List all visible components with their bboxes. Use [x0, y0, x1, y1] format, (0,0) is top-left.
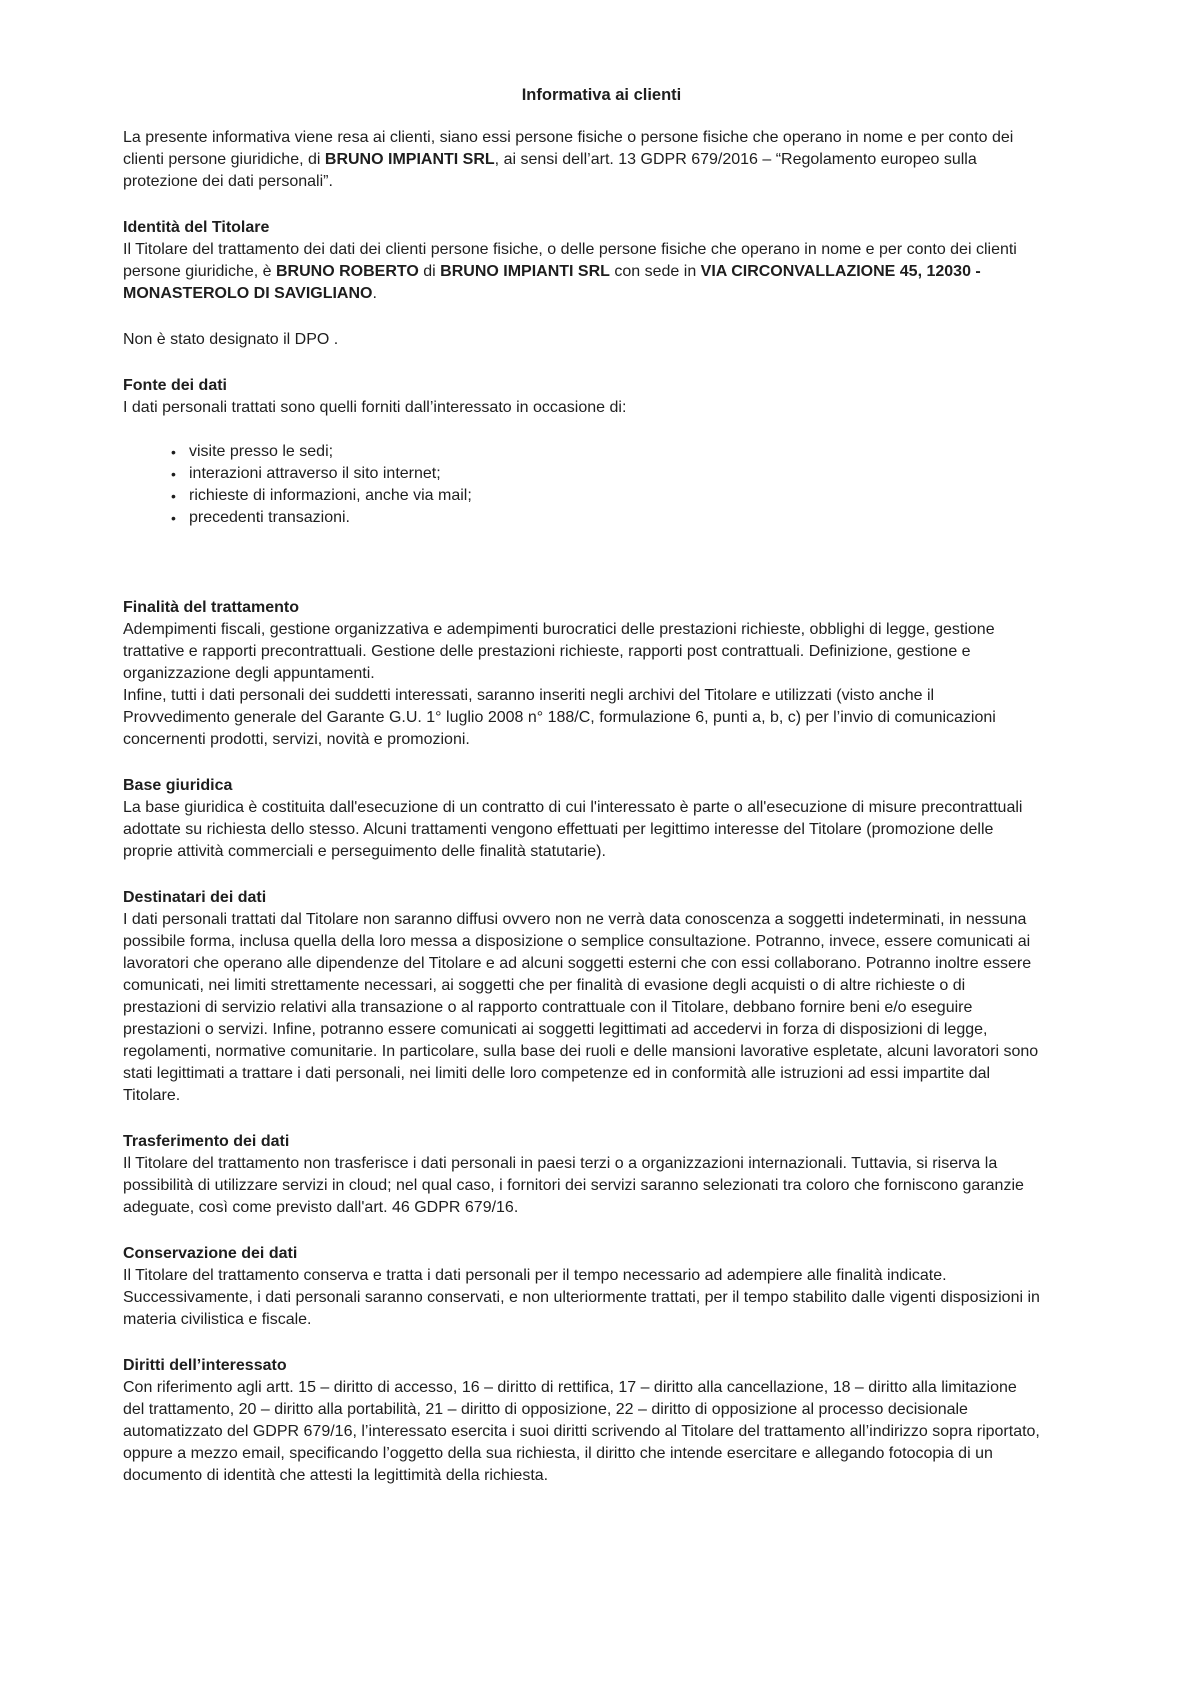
identity-heading: Identità del Titolare	[123, 219, 270, 236]
sources-text: I dati personali trattati sono quelli forniti dall’interessato in occasione di:	[123, 399, 627, 416]
section-transfer	[123, 1131, 1040, 1219]
retention-text: Il Titolare del trattamento conserva e tratta i dati personali per il tempo necessario ad adempiere alle finalità indicate. Successivamente, i dati personali saranno conservati, e non ulteriormente trattati, per il tempo stabilito dalle vigenti disposizioni in materia civilistica e fiscale.	[123, 1267, 1040, 1328]
identity-text-1: Il Titolare del trattamento dei dati dei clienti persone fisiche, o delle persone fisiche che operano in nome e per conto dei clienti persone giuridiche, è	[123, 241, 1017, 280]
section-purpose	[123, 597, 1040, 751]
list-item: • richieste di informazioni, anche via mail;	[171, 485, 1040, 507]
list-item: • precedenti transazioni.	[171, 507, 1040, 529]
list-item: • interazioni attraverso il sito internet;	[171, 463, 1040, 485]
identity-owner: BRUNO ROBERTO	[275, 263, 419, 280]
intro-paragraph	[123, 127, 1040, 193]
section-recipients	[123, 887, 1040, 1107]
identity-address: VIA CIRCONVALLAZIONE 45, 12030 - MONASTEROLO DI SAVIGLIANO	[123, 263, 981, 302]
section-sources	[123, 375, 1040, 529]
rights-text: Con riferimento agli artt. 15 – diritto di accesso, 16 – diritto di rettifica, 17 – diritto alla cancellazione, 18 – diritto alla limitazione del trattamento, 20 – diritto alla portabilità, 21 – diritto di opposizione, 22 – diritto di opposizione al processo decisionale automatizzato del GDPR 679/16, l’interessato esercita i suoi diritti scrivendo al Titolare del trattamento all’indirizzo sopra riportato, oppure a mezzo email, specificando l’oggetto della sua richiesta, il diritto che intende esercitare e allegando fotocopia di un documento di identità che attesti la legittimità della richiesta.	[123, 1379, 1040, 1484]
sources-list	[171, 441, 1040, 529]
identity-text-2: di	[418, 263, 441, 280]
purpose-paragraph-1: Adempimenti fiscali, gestione organizzativa e adempimenti burocratici delle prestazioni richieste, obblighi di legge, gestione trattative e rapporti precontrattuali. Gestione delle prestazioni richieste, rapporti post contrattuali. Definizione, gestione e organizzazione degli appuntamenti.	[123, 621, 995, 682]
dpo-statement: Non è stato designato il DPO .	[123, 331, 339, 348]
section-identity	[123, 217, 1040, 305]
document-title: Informativa ai clienti	[521, 86, 682, 104]
intro-text-1: La presente informativa viene resa ai clienti, siano essi persone fisiche o persone fisiche che operano in nome e per conto dei clienti persone giuridiche, di	[123, 129, 1014, 168]
identity-text-3: con sede in	[609, 263, 701, 280]
purpose-heading: Finalità del trattamento	[123, 599, 300, 616]
rights-heading: Diritti dell’interessato	[123, 1357, 287, 1374]
list-item: • visite presso le sedi;	[171, 441, 1040, 463]
identity-company: BRUNO IMPIANTI SRL	[440, 263, 610, 280]
purpose-paragraph-2: Infine, tutti i dati personali dei suddetti interessati, saranno inseriti negli archivi del Titolare e utilizzati (visto anche il Provvedimento generale del Garante G.U. 1° luglio 2008 n° 188/C, formulazione 6, punti a, b, c) per l’invio di comunicazioni concernenti prodotti, servizi, novità e promozioni.	[123, 687, 996, 748]
spacer	[123, 529, 1040, 597]
intro-company: BRUNO IMPIANTI SRL	[324, 151, 495, 168]
identity-paragraph	[123, 239, 1040, 305]
transfer-text: Il Titolare del trattamento non trasferisce i dati personali in paesi terzi o a organizzazioni internazionali. Tuttavia, si riserva la possibilità di utilizzare servizi in cloud; nel qual caso, i fornitori dei servizi saranno selezionati tra coloro che forniscono garanzie adeguate, così come previsto dall'art. 46 GDPR 679/16.	[123, 1155, 1024, 1216]
legal-basis-heading: Base giuridica	[123, 777, 233, 794]
section-legal-basis	[123, 775, 1040, 863]
identity-text-4: .	[372, 285, 377, 302]
section-rights	[123, 1355, 1040, 1487]
transfer-heading: Trasferimento dei dati	[123, 1133, 290, 1150]
sources-heading: Fonte dei dati	[123, 377, 227, 394]
recipients-text: I dati personali trattati dal Titolare non saranno diffusi ovvero non ne verrà data conoscenza a soggetti indeterminati, in nessuna possibile forma, inclusa quella della loro messa a disposizione o semplice consultazione. Potranno, invece, essere comunicati ai lavoratori che operano alle dipendenze del Titolare e ad alcuni soggetti esterni che con essi collaborano. Potranno inoltre essere comunicati, nei limiti strettamente necessari, ai soggetti che per finalità di evasione degli acquisti o di altre richieste o di prestazioni di servizio relativi alla transazione o al rapporto contrattuale con il Titolare, debbano fornire beni e/o eseguire prestazioni o servizi. Infine, potranno essere comunicati ai soggetti legittimati ad accedervi in forza di disposizioni di legge, regolamenti, normative comunitarie. In particolare, sulla base dei ruoli e delle mansioni lavorative espletate, alcuni lavoratori sono stati legittimati a trattare i dati personali, nei limiti delle loro competenze ed in conformità alle istruzioni ad essi impartite dal Titolare.	[123, 911, 1039, 1104]
retention-heading: Conservazione dei dati	[123, 1245, 298, 1262]
section-retention	[123, 1243, 1040, 1331]
intro-text-2: , ai sensi dell’art. 13 GDPR 679/2016 – “Regolamento europeo sulla protezione dei dati personali”.	[123, 151, 977, 190]
recipients-heading: Destinatari dei dati	[123, 889, 267, 906]
legal-basis-text: La base giuridica è costituita dall'esecuzione di un contratto di cui l'interessato è parte o all'esecuzione di misure precontrattuali adottate su richiesta dello stesso. Alcuni trattamenti vengono effettuati per legittimo interesse del Titolare (promozione delle proprie attività commerciali e perseguimento delle finalità statutarie).	[123, 799, 1023, 860]
